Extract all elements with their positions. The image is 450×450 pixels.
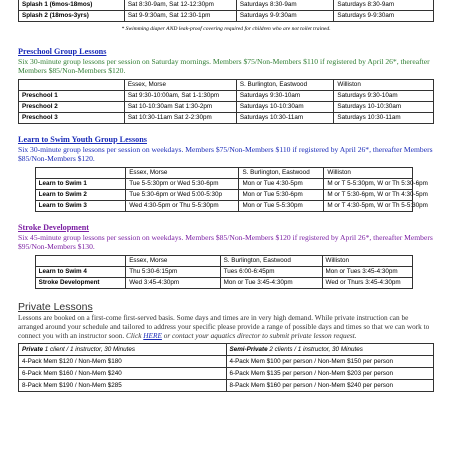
cell-essex: Sat 9:30-10:00am, Sat 1-1:30pm xyxy=(124,91,236,102)
splash-table xyxy=(18,0,434,22)
cell-sburlington: Mon or Tue 4:30-5pm xyxy=(239,179,324,190)
row-label: Preschool 3 xyxy=(19,113,125,124)
private-pricing-table xyxy=(18,343,434,392)
section-title: Preschool Group Lessons xyxy=(18,47,107,56)
cell-sburlington: Saturdays 8:30-9am xyxy=(236,0,334,11)
table-row xyxy=(35,278,413,289)
header-cell: S. Burlington, Eastwood xyxy=(220,256,322,267)
table-header-row xyxy=(35,168,413,179)
cell-essex: Sat 10-10:30am Sat 1:30-2pm xyxy=(124,102,236,113)
cell-sburlington: Saturdays 10:30-11am xyxy=(236,113,334,124)
cell-williston: Saturdays 8:30-9am xyxy=(334,0,434,11)
cell-essex: Wed 3:45-4:30pm xyxy=(126,278,220,289)
table-row xyxy=(35,267,413,278)
row-label: Learn to Swim 1 xyxy=(35,179,126,190)
table-row xyxy=(19,113,434,124)
table-row xyxy=(35,201,413,212)
cell-essex: Sat 9-9:30am, Sat 12:30-1pm xyxy=(124,11,236,22)
cell-sburlington: Saturdays 10-10:30am xyxy=(236,102,334,113)
table-header-row xyxy=(19,80,434,91)
header-cell: Essex, Morse xyxy=(126,256,220,267)
private-request-link[interactable]: HERE xyxy=(143,331,162,340)
header-cell xyxy=(226,344,434,356)
section-title: Stroke Development xyxy=(18,223,90,232)
header-cell: S. Burlington, Eastwood xyxy=(236,80,334,91)
cell-williston: Saturdays 9-9:30am xyxy=(334,11,434,22)
section-title: Learn to Swim Youth Group Lessons xyxy=(18,135,147,144)
table-row xyxy=(19,91,434,102)
cell-semi-private: 8-Pack Mem $160 per person / Non-Mem $240 per person xyxy=(226,380,434,392)
cell-essex: Tue 5-5:30pm or Wed 5:30-6pm xyxy=(126,179,239,190)
table-row xyxy=(19,380,434,392)
cell-williston: Saturdays 9:30-10am xyxy=(334,91,434,102)
private-head-label: Private xyxy=(22,346,44,353)
semi-head-label: Semi-Private xyxy=(229,346,268,353)
private-head-detail: 1 client / 1 instructor, 30 Minutes xyxy=(44,346,136,353)
table-row xyxy=(35,179,413,190)
header-cell xyxy=(35,168,126,179)
stroke-development-table xyxy=(35,255,414,289)
cell-sburlington: Saturdays 9:30-10am xyxy=(236,91,334,102)
learn-to-swim-section xyxy=(18,135,434,212)
cell-williston: M or T 4:30-5pm, W or Th 5-5:30pm xyxy=(324,201,413,212)
cell-private: 8-Pack Mem $190 / Non-Mem $285 xyxy=(19,380,227,392)
semi-head-detail: 2 clients / 1 instructor, 30 Minutes xyxy=(269,346,363,353)
click-text: Click xyxy=(126,331,142,340)
section-description xyxy=(18,313,434,340)
table-header-row xyxy=(19,344,434,356)
private-desc-text: Lessons are booked on a first-come first-served basis. Some days and times are in very high demand. While private instruction can be arranged around your schedule and tailored to address your specific please provide a range of possible days and times so that we can work to connect you with an instructor soon. xyxy=(18,313,430,340)
cell-williston: Saturdays 10-10:30am xyxy=(334,102,434,113)
section-title: Private Lessons xyxy=(18,301,93,313)
cell-essex: Sat 10:30-11am Sat 2-2:30pm xyxy=(124,113,236,124)
cell-williston: M or T 5:30-6pm, W or Th 4:30-5pm xyxy=(324,190,413,201)
cell-semi-private: 4-Pack Mem $100 per person / Non-Mem $150 per person xyxy=(226,356,434,368)
cell-williston: Mon or Tues 3:45-4:30pm xyxy=(322,267,413,278)
preschool-table xyxy=(18,79,434,124)
header-cell xyxy=(19,344,227,356)
section-description: Six 30-minute group lessons per session on Saturday mornings. Members $75/Non-Members $110 if registered by April 26*, thereafter Members $85/Non-Members $120. xyxy=(18,57,430,75)
private-tail-text: or contact your aquatics director to submit private lesson request. xyxy=(163,331,357,340)
table-row xyxy=(19,11,434,22)
row-label: Learn to Swim 4 xyxy=(35,267,126,278)
row-label: Splash 2 (18mos-3yrs) xyxy=(19,11,125,22)
cell-essex: Thu 5:30-6:15pm xyxy=(126,267,220,278)
header-cell: Williston xyxy=(334,80,434,91)
header-cell xyxy=(19,80,125,91)
header-cell: Williston xyxy=(322,256,413,267)
header-cell: Essex, Morse xyxy=(126,168,239,179)
header-cell: S. Burlington, Eastwood xyxy=(239,168,324,179)
cell-williston: Wed or Thurs 3:45-4:30pm xyxy=(322,278,413,289)
table-row xyxy=(19,368,434,380)
table-header-row xyxy=(35,256,413,267)
table-row xyxy=(19,356,434,368)
row-label: Learn to Swim 2 xyxy=(35,190,126,201)
row-label: Splash 1 (6mos-18mos) xyxy=(19,0,125,11)
section-description: Six 45-minute group lessons per session on weekdays. Members $85/Non-Members $120 if registered by April 26*, thereafter Members $95/Non-Members $130. xyxy=(18,233,433,251)
diaper-note: * Swimming diaper AND leak-proof covering required for children who are not toilet trained. xyxy=(121,26,331,32)
cell-essex: Tue 5:30-6pm or Wed 5:00-5:30p xyxy=(126,190,239,201)
cell-sburlington: Mon or Tue 5-5:30pm xyxy=(239,201,324,212)
stroke-development-section xyxy=(18,223,434,289)
cell-essex: Wed 4:30-5pm or Thu 5-5:30pm xyxy=(126,201,239,212)
schedule-page xyxy=(18,0,434,392)
preschool-section xyxy=(18,47,434,124)
learn-to-swim-table xyxy=(35,167,428,212)
cell-essex: Sat 8:30-9am, Sat 12-12:30pm xyxy=(124,0,236,11)
cell-williston: M or T 5-5:30pm, W or Th 5:30-6pm xyxy=(324,179,413,190)
private-lessons-section xyxy=(18,301,434,392)
cell-sburlington: Mon or Tue 5:30-6pm xyxy=(239,190,324,201)
row-label: Stroke Development xyxy=(35,278,126,289)
cell-williston: Saturdays 10:30-11am xyxy=(334,113,434,124)
header-cell: Essex, Morse xyxy=(124,80,236,91)
splash-section xyxy=(18,0,434,35)
cell-private: 6-Pack Mem $160 / Non-Mem $240 xyxy=(19,368,227,380)
cell-sburlington: Saturdays 9-9:30am xyxy=(236,11,334,22)
row-label: Preschool 1 xyxy=(19,91,125,102)
table-row xyxy=(19,102,434,113)
header-cell xyxy=(35,256,126,267)
cell-sburlington: Mon or Tue 3:45-4:30pm xyxy=(220,278,322,289)
cell-private: 4-Pack Mem $120 / Non-Mem $180 xyxy=(19,356,227,368)
table-row xyxy=(35,190,413,201)
cell-sburlington: Tues 6:00-6:45pm xyxy=(220,267,322,278)
row-label: Preschool 2 xyxy=(19,102,125,113)
table-row xyxy=(19,0,434,11)
cell-semi-private: 6-Pack Mem $135 per person / Non-Mem $203 per person xyxy=(226,368,434,380)
row-label: Learn to Swim 3 xyxy=(35,201,126,212)
header-cell: Williston xyxy=(324,168,413,179)
section-description: Six 30-minute group lessons per session on weekdays. Members $75/Non-Members $110 if registered by April 26*, thereafter Members $85/Non-Members $120. xyxy=(18,145,433,163)
